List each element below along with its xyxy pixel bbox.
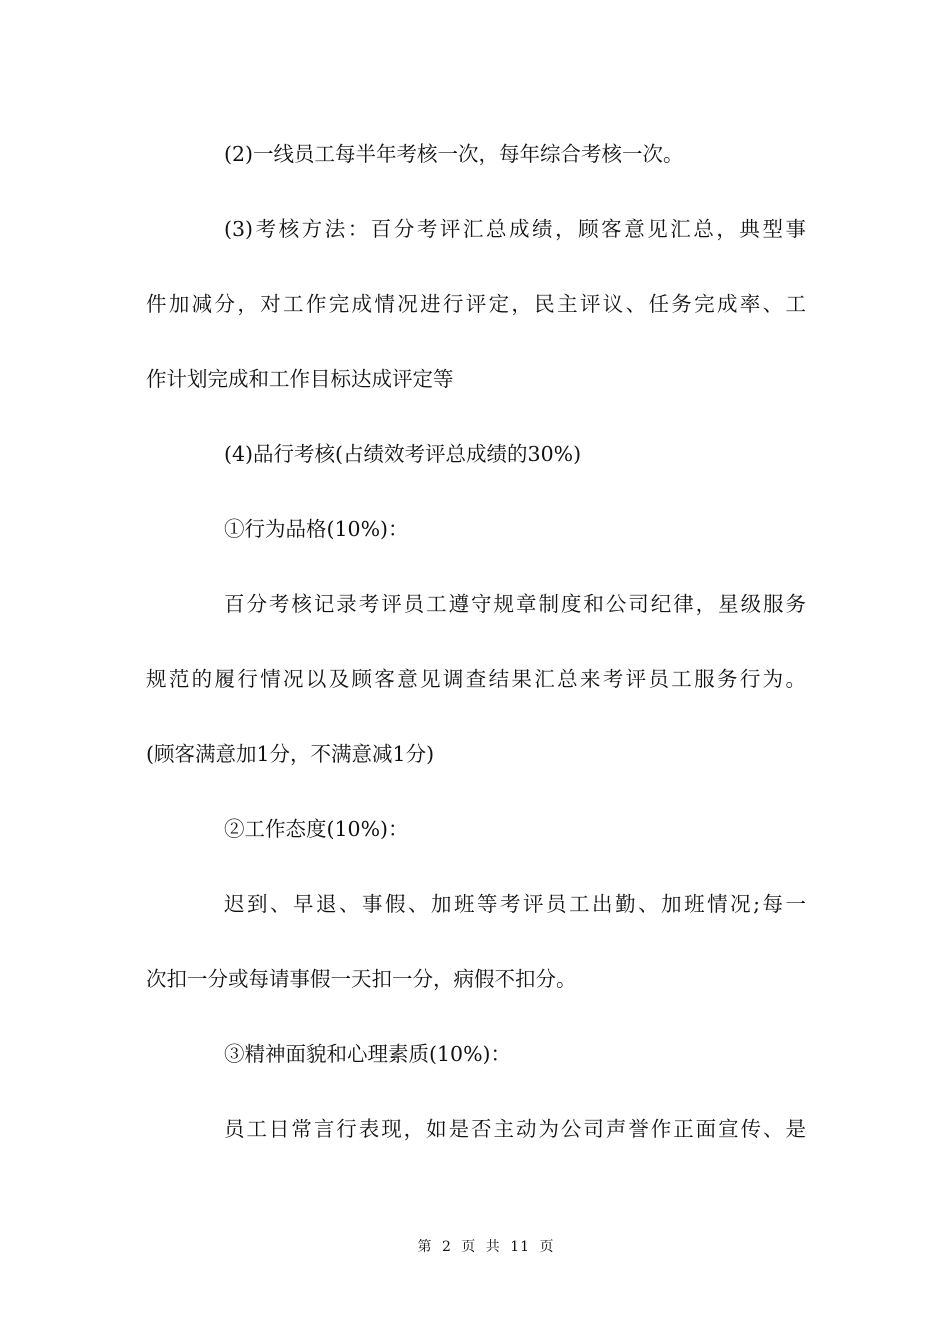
paragraph-line: 次扣一分或每请事假一天扣一分，病假不扣分。 (146, 967, 577, 991)
document-body (146, 135, 806, 1185)
paragraph-line: (3)考核方法：百分考评汇总成绩，顾客意见汇总，典型事 (224, 217, 806, 241)
paragraph-line: 作计划完成和工作目标达成评定等 (146, 367, 454, 391)
paragraph-line: 百分考核记录考评员工遵守规章制度和公司纪律，星级服务 (224, 592, 806, 616)
paragraph-line: (顾客满意加1分，不满意减1分) (146, 742, 435, 766)
page-footer: 第 2 页 共 11 页 (417, 1239, 555, 1255)
paragraph-line: 件加减分，对工作完成情况进行评定，民主评议、任务完成率、工 (146, 292, 806, 316)
paragraph-line: ②工作态度(10%)： (224, 817, 409, 841)
paragraph-line: ③精神面貌和心理素质(10%)： (224, 1042, 512, 1066)
paragraph-line: ①行为品格(10%)： (224, 517, 409, 541)
paragraph-line: 规范的履行情况以及顾客意见调查结果汇总来考评员工服务行为。 (146, 667, 806, 691)
paragraph-line: 迟到、早退、事假、加班等考评员工出勤、加班情况;每一 (224, 892, 806, 916)
paragraph-line: 员工日常言行表现，如是否主动为公司声誉作正面宣传、是 (224, 1117, 806, 1141)
paragraph-line: (2)一线员工每半年考核一次，每年综合考核一次。 (224, 142, 684, 166)
paragraph-line: (4)品行考核(占绩效考评总成绩的30%) (224, 442, 582, 466)
